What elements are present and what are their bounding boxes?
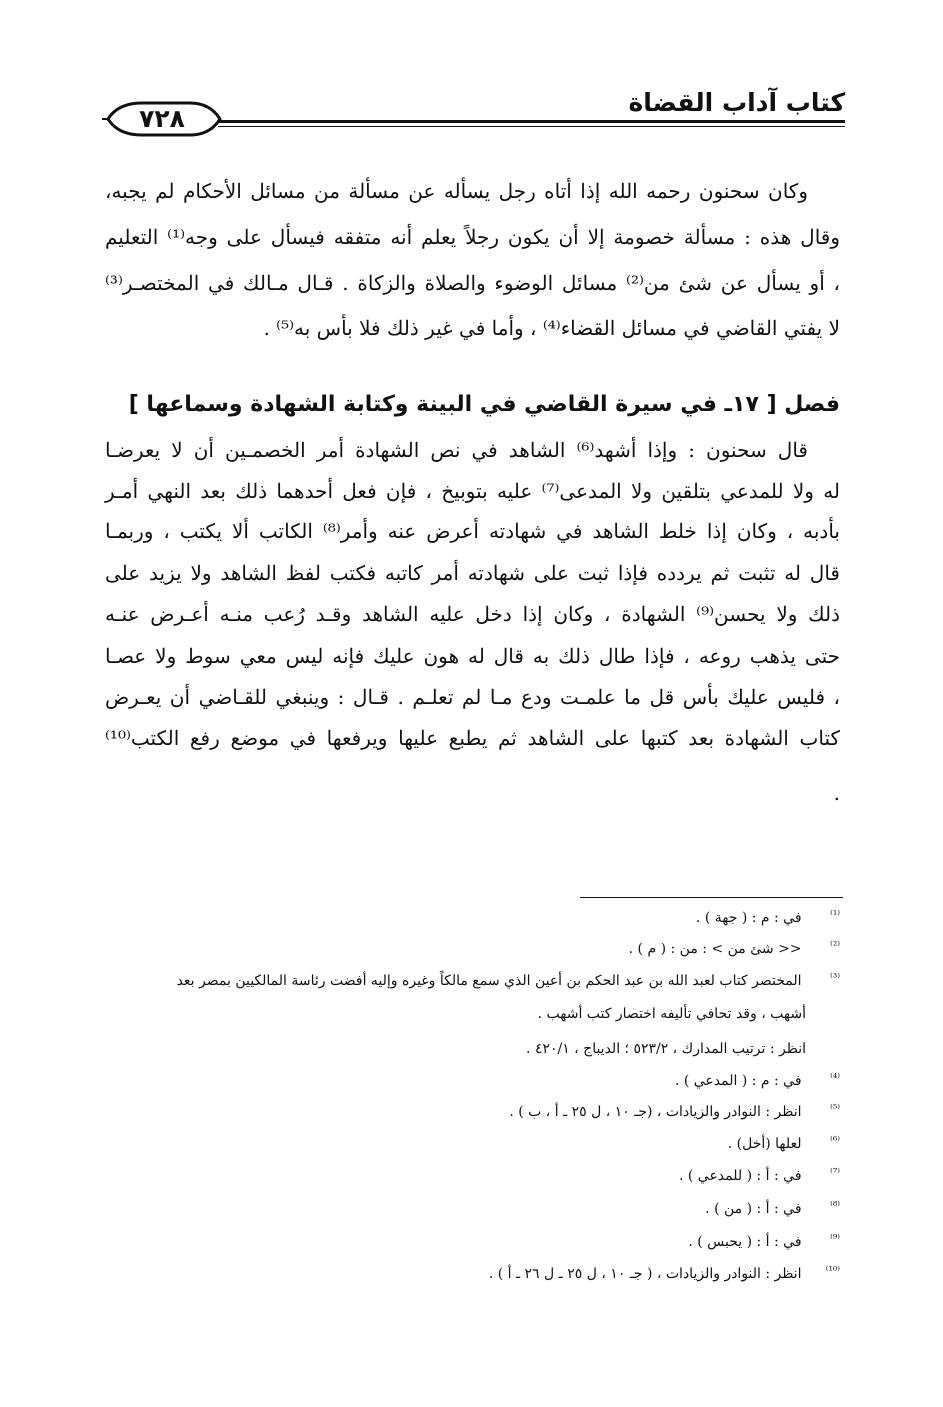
footnote-1 <box>90 906 840 930</box>
paragraph-2-line-3: بأدبه ، وكان إذا خلط الشاهد في شهادته أعرض عنه وأمر⁽⁸⁾ الكاتب ألا يكتب ، وربمـا <box>105 519 841 543</box>
paragraph-2-line-4: قال له تثبت ثم يردده فإذا ثبت على شهادته أمر كاتبه فكتب لفظ الشاهد ولا يزيد على <box>105 561 840 585</box>
paragraph-1-line-1: وكان سحنون رحمه الله إذا أتاه رجل يسأله عن مسألة من مسائل الأحكام لم يجبه، <box>105 179 808 203</box>
footnote-text: في : أ : ( يحبس ) . <box>688 1234 802 1250</box>
footnote-text: في : أ : ( للمدعي ) . <box>678 1168 802 1184</box>
footnote-8 <box>90 1197 840 1221</box>
paragraph-2-line-7: ، فليس عليك بأس قل ما علمـت ودع مـا لم تعلـم . قـال : وينبغي للقـاضي أن يعـرض <box>105 685 840 709</box>
footnote-number: ⁽¹⁾ <box>830 908 840 921</box>
section-heading: فصل [ ١٧ـ في سيرة القاضي في البينة وكتابة الشهادة وسماعها ] <box>128 392 840 417</box>
header-rule-thin <box>218 126 845 127</box>
footnote-2 <box>90 937 840 961</box>
paragraph-2-line-5: ذلك ولا يحسن⁽⁹⁾ الشهادة ، وكان إذا دخل عليه الشاهد وقـد رُعب منـه أعـرض عنـه <box>105 602 841 626</box>
footnote-7 <box>90 1164 840 1188</box>
footnote-number: ⁽⁶⁾ <box>830 1134 840 1147</box>
page-number: ٧٢٨ <box>139 104 185 133</box>
footnote-text: انظر : النوادر والزيادات ، ( جـ ١٠ ، ل ٢٥ ـ ل ٢٦ ـ أ ) . <box>488 1266 802 1282</box>
footnote-9 <box>90 1230 840 1254</box>
footnote-text: المختصر كتاب لعبد الله بن عبد الحكم بن أعين الذي سمع مالكاً وغيره وإليه أفضت رئاسة المالكيين بمصر بعد <box>176 973 802 989</box>
footnote-text: في : م : ( المدعي ) . <box>674 1073 802 1089</box>
footnote-number: ⁽⁹⁾ <box>830 1232 840 1245</box>
footnote-text: في : م : ( جهة ) . <box>695 910 802 926</box>
running-title: كتاب آداب القضاة <box>628 88 845 117</box>
page-header <box>100 70 845 140</box>
paragraph-2-end-dot: . <box>833 781 840 805</box>
footnote-4 <box>90 1069 840 1093</box>
footnote-3-continuation: أشهب ، وقد تحافي تأليفه اختصار كتب أشهب . <box>537 1006 806 1022</box>
footnote-number: ⁽²⁾ <box>830 939 840 952</box>
paragraph-1-line-2: وقال هذه : مسألة خصومة إلا أن يكون رجلاً يعلم أنه متفقه فيسأل على وجه⁽¹⁾ التعليم <box>105 225 841 249</box>
paragraph-2-line-6: حتى يذهب روعه ، فإذا طال ذلك به قال له هون عليك فإنه ليس معي سوط ولا عصـا <box>105 644 840 668</box>
footnote-text: في : أ : ( من ) . <box>705 1201 802 1217</box>
footnote-10 <box>90 1262 840 1286</box>
footnote-3-reference: انظر : ترتيب المدارك ، ٥٢٣/٢ ؛ الديباج ، ٤٢٠/١ . <box>526 1041 806 1057</box>
paragraph-2-line-1: قال سحنون : وإذا أشهد⁽⁶⁾ الشاهد في نص الشهادة أمر الخصمـين أن لا يعرضـا <box>105 438 808 462</box>
footnote-text: لعلها (أخل) . <box>727 1136 802 1152</box>
header-rule-thick <box>218 120 845 123</box>
footnote-number: ⁽³⁾ <box>830 971 840 984</box>
footnote-number: ⁽⁵⁾ <box>830 1102 840 1115</box>
footnote-5 <box>90 1100 840 1124</box>
footnote-3 <box>90 969 840 993</box>
footnote-number: ⁽⁸⁾ <box>830 1199 840 1212</box>
footnote-separator <box>580 897 843 898</box>
footnote-text: << شئ من > : من : ( م ) . <box>628 941 802 957</box>
footnote-number: ⁽⁴⁾ <box>830 1071 840 1084</box>
footnote-number: ⁽⁷⁾ <box>830 1166 840 1179</box>
paragraph-2-line-8: كتاب الشهادة بعد كتبها على الشاهد ثم يطبع عليها ويرفعها في موضع رفع الكتب⁽¹⁰⁾ <box>105 726 840 750</box>
page-number-badge <box>102 100 222 138</box>
footnote-text: انظر : النوادر والزيادات ، (جـ ١٠ ، ل ٢٥ ـ أ ، ب ) . <box>509 1104 802 1120</box>
footnote-6 <box>90 1132 840 1156</box>
paragraph-1-line-3: ، أو يسأل عن شئ من⁽²⁾ مسائل الوضوء والصلاة والزكاة . قـال مـالك في المختصـر⁽³⁾ <box>105 271 840 295</box>
footnote-number: ⁽¹⁰⁾ <box>825 1264 840 1277</box>
paragraph-2-line-2: له ولا للمدعي بتلقين ولا المدعى⁽⁷⁾ عليه بتوبيخ ، فإن فعل أحدهما ذلك بعد النهي أمـر <box>105 479 841 503</box>
paragraph-1-line-4: لا يفتي القاضي في مسائل القضاء⁽⁴⁾ ، وأما في غير ذلك فلا بأس به⁽⁵⁾ . <box>263 316 840 340</box>
